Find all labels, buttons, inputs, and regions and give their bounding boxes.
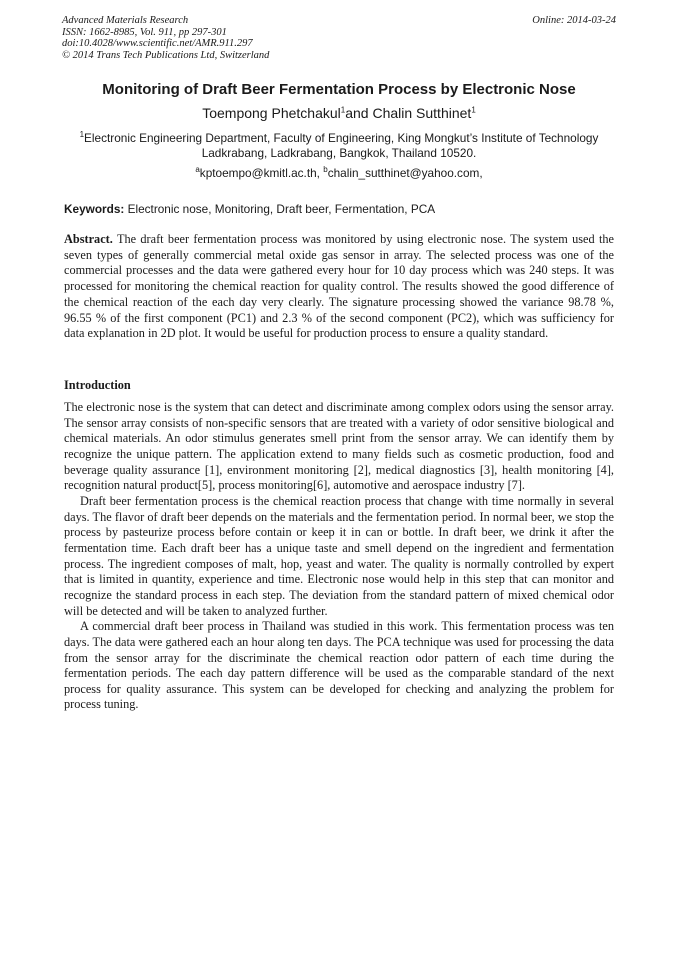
running-header [62,15,616,61]
author-list [40,105,638,121]
author-affiliation-marker: 1 [471,105,476,115]
paper-title: Monitoring of Draft Beer Fermentation Process by Electronic Nose [102,81,576,98]
abstract-text: The draft beer fermentation process was monitored by using electronic nose. The system used the seven types of generally commercial metal oxide gas sensor in array. The selected process was one of the commercial processes and the data were gathered every hour for 10 day process which was 240 steps. It was processed for monitoring the chemical reaction for quality control. The results showed the good difference of the chemical reaction of the each day very clearly. The signature processing showed the variance 98.78 %, 96.55 % of the first component (PC1) and 2.3 % of the second component (PC2), which was sufficiency for data explanation in 2D plot. It would be useful for production process to ensure a quality standard. [64,232,614,341]
abstract-label: Abstract. [64,232,113,246]
affiliation-marker: 1 [79,130,85,140]
email-marker: b [323,165,328,175]
author-emails [62,166,616,180]
author-affiliation-marker: 1 [340,105,346,115]
issn-line: ISSN: 1662-8985, Vol. 911, pp 297-301 [62,26,227,38]
body-paragraph: The electronic nose is the system that can detect and discriminate among complex odors using the sensor array. The sensor array consists of non-specific sensors that are treated with a variety of odor sensitive biological and chemical materials. An odor stimulus generates smell print from the sensor array. We can identify them by recognize the unique pattern. The application extend to many fields such as cosmetic production, food and beverage quality assurance [1], environment monitoring [2], medical diagnostics [3], health monitoring [4], recognition natural product[5], process monitoring[6], automotive and aerospace industry [7]. [64,400,614,493]
affiliation-text: Electronic Engineering Department, Faculty of Engineering, King Mongkut’s Institute of Technology Ladkrabang, Ladkrabang, Bangkok, Thailand 10520. [84,131,599,160]
keywords [64,202,616,216]
email-link[interactable]: kptoempo@kmitl.ac.th, [199,166,324,180]
email-marker: a [195,165,200,175]
journal-name: Advanced Materials Research [62,15,189,26]
section-heading-introduction: Introduction [64,378,131,392]
body-paragraph: Draft beer fermentation process is the chemical reaction process that change with time normally in several days. The flavor of draft beer depends on the materials and the fermentation period. In normal beer, we stop the process by pasteurize process before contain or keep it in can or bottle. In draft beer, we drink it after the fermentation time. Each draft beer has a unique taste and smell depend on the ingredient and fermentation process. The ingredient composes of malt, hop, yeast and water. The quality is normally controlled by expert that is limited in quantity, experience and time. Electronic nose would help in this step that can monitor and recognize the standard process in each step. The deviation from the standard pattern of mixed chemical odor will be detected and will be taken to analyzed further. [64,493,614,618]
affiliation [62,131,616,161]
copyright-line: © 2014 Trans Tech Publications Ltd, Switzerland [62,49,270,61]
doi-line: doi:10.4028/www.scientific.net/AMR.911.297 [62,38,253,50]
online-date: Online: 2014-03-24 [532,15,616,26]
email-link[interactable]: chalin_sutthinet@yahoo.com, [327,166,483,180]
abstract [64,232,614,342]
author-name: and Chalin Sutthinet [345,105,472,121]
introduction-body [64,400,614,713]
author-name: Toempong Phetchakul [202,105,341,121]
keywords-label: Keywords: [64,202,125,216]
keywords-text: Electronic nose, Monitoring, Draft beer, Fermentation, PCA [124,202,436,216]
body-paragraph: A commercial draft beer process in Thailand was studied in this work. This fermentation process was ten days. The data were gathered each an hour along ten days. The PCA technique was used for processing the data from the sensor array for the discriminate the chemical reaction odor pattern of each time during the fermentation periods. The each day pattern difference will be used as the comparable standard of the next process for quality assurance. This system can be developed for checking and analyzing the problem for process tuning. [64,619,614,712]
